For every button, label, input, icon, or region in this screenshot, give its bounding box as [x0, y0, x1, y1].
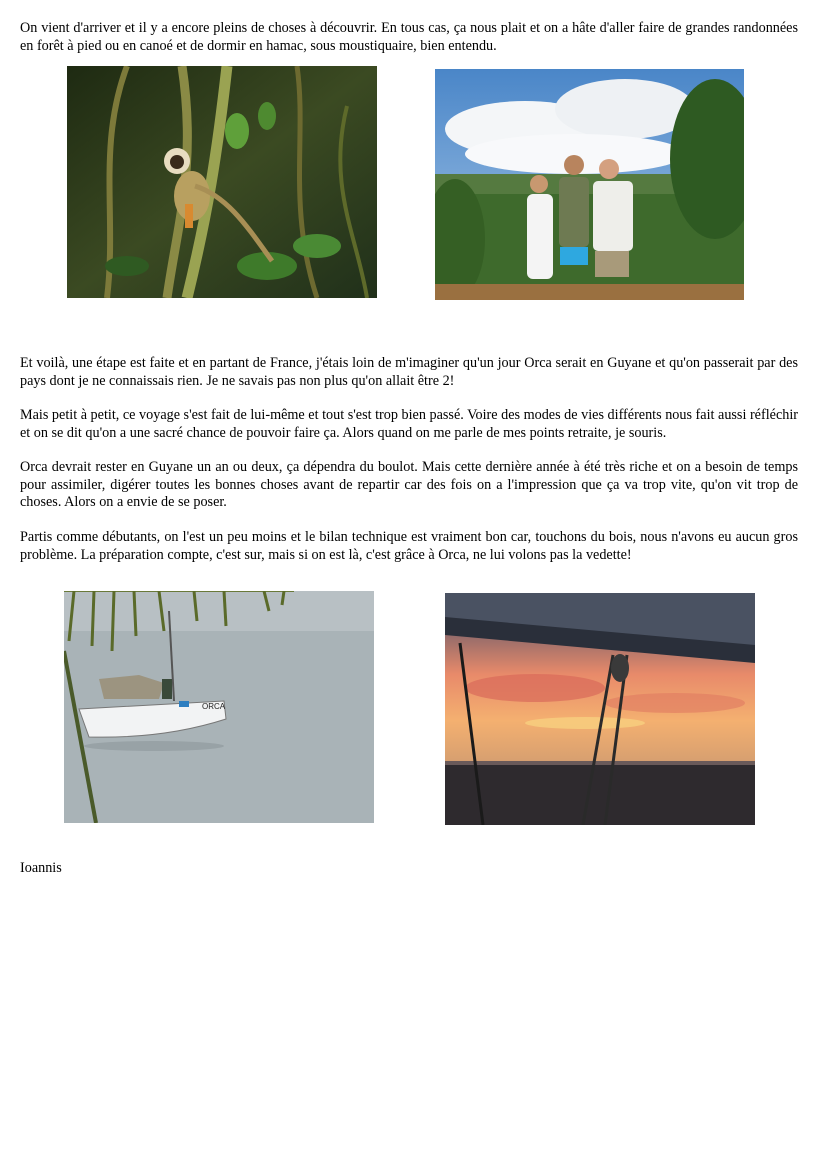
monkey-image — [67, 66, 377, 298]
sunset-image — [445, 593, 755, 825]
monkey-photo — [67, 66, 377, 298]
paragraph-guyana: Orca devrait rester en Guyane un an ou deux, ça dépendra du boulot. Mais cette dernière année à été très riche et on a besoin de temps pour assimiler, digérer toutes les bonnes choses avant de repartir car des fois on a l'impression que ça va trop vite, qu'on vit trop de choses. Alors on a envie de se poser. — [20, 459, 798, 511]
boat-name-label: ORCA — [202, 702, 226, 711]
paragraph-journey: Mais petit à petit, ce voyage s'est fait de lui-même et tout s'est trop bien passé. Voire des modes de vies différents nous fait aussi réfléchir et on se dit qu'on a une sacré chance de pouvoir faire ça. Alors quand on me parle de mes points retraite, je souris. — [20, 407, 798, 441]
signature: Ioannis — [20, 860, 62, 876]
group-photo — [435, 69, 744, 300]
paragraph-technical: Partis comme débutants, on l'est un peu moins et le bilan technique est vraiment bon car, touchons du bois, nous n'avons eu aucun gros problème. La préparation compte, c'est sur, mais si on est là, c'est grâce à Orca, ne lui volons pas la vedette! — [20, 529, 798, 563]
intro-paragraph: On vient d'arriver et il y a encore pleins de choses à découvrir. En tous cas, ça nous plait et on a hâte d'aller faire de grandes randonnées en forêt à pied ou en canoé et de dormir en hamac, sous moustiquaire, bien entendu. — [20, 20, 798, 54]
sailboat-image — [64, 591, 374, 823]
sunset-photo — [445, 593, 755, 825]
paragraph-arrival: Et voilà, une étape est faite et en partant de France, j'étais loin de m'imaginer qu'un jour Orca serait en Guyane et qu'on passerait par des pays dont je ne connaissais rien. Je ne savais pas non plus qu'on allait être 2! — [20, 355, 798, 389]
sailboat-photo — [64, 591, 374, 823]
group-image — [435, 69, 744, 300]
